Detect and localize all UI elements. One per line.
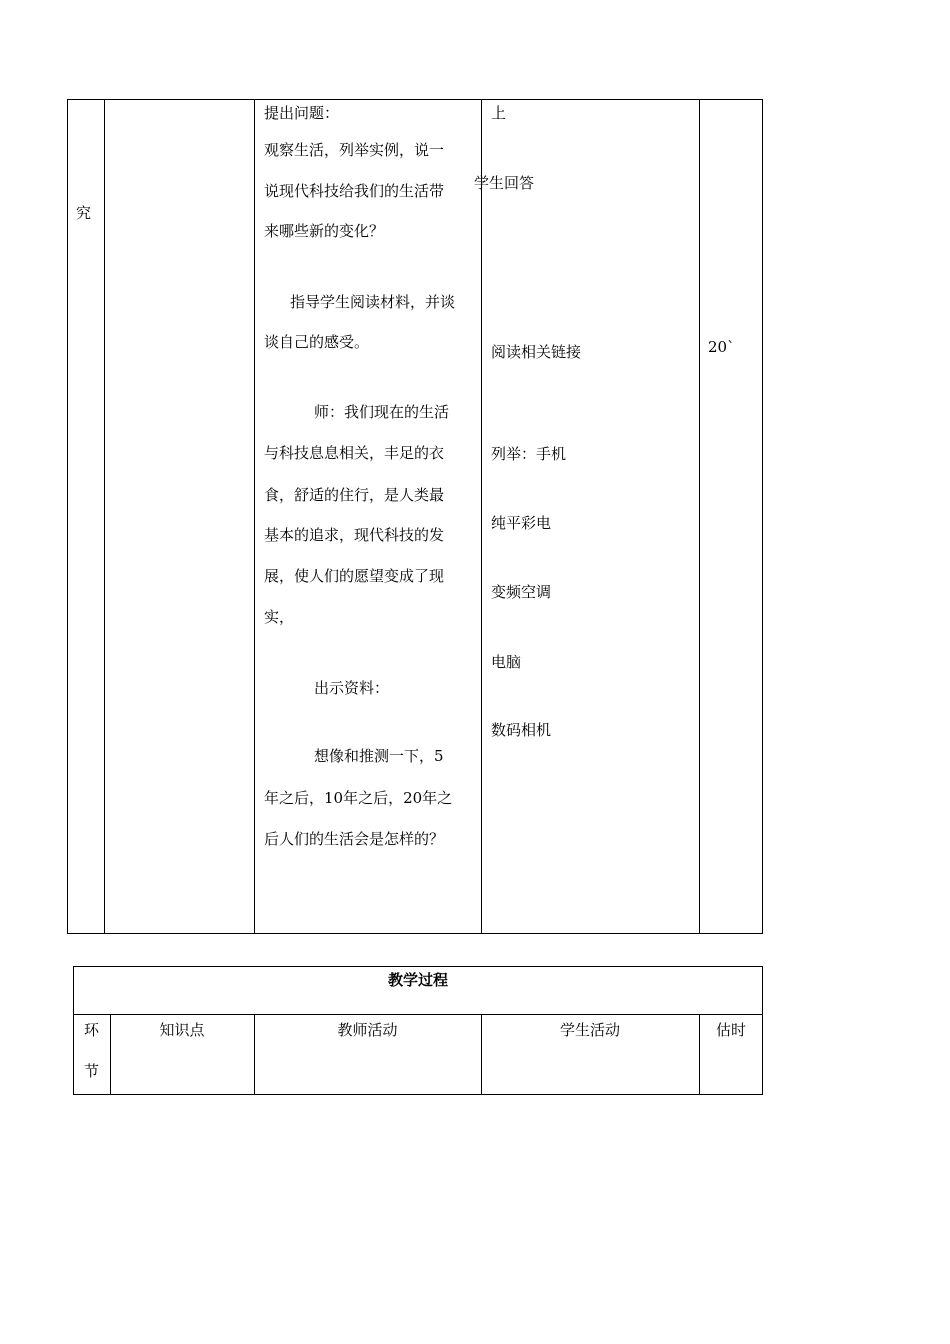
- header-student: 学生活动: [559, 1021, 620, 1039]
- header-knowledge: 知识点: [159, 1021, 205, 1039]
- teacher-line-13: 出示资料：: [314, 679, 390, 697]
- teacher-line-3: 说现代科技给我们的生活带: [264, 182, 445, 200]
- header-segment-1: 环: [83, 1021, 99, 1039]
- teacher-line-12: 实，: [264, 608, 295, 626]
- teacher-line-16: 后人们的生活会是怎样的？: [264, 830, 445, 848]
- student-line-6: 变频空调: [491, 583, 552, 601]
- teacher-line-5: 指导学生阅读材料，并谈: [290, 293, 456, 311]
- upper-col-divider-4: [699, 99, 700, 934]
- teacher-line-1: 提出问题：: [264, 104, 340, 122]
- teacher-line-15: 年之后，10年之后，20年之: [264, 789, 453, 807]
- student-line-4: 列举：手机: [491, 445, 567, 463]
- student-line-2: 学生回答: [474, 174, 535, 192]
- teacher-line-9: 食，舒适的住行，是人类最: [264, 486, 445, 504]
- upper-col-divider-3: [481, 99, 482, 934]
- student-line-5: 纯平彩电: [491, 514, 552, 532]
- time-estimate: 20`: [708, 338, 735, 356]
- header-segment-2: 节: [83, 1062, 99, 1080]
- lower-table-title: 教学过程: [387, 971, 448, 989]
- teacher-line-7: 师：我们现在的生活: [314, 403, 450, 421]
- teacher-line-8: 与科技息息相关，丰足的衣: [264, 444, 445, 462]
- teacher-line-14: 想像和推测一下，5: [314, 747, 444, 765]
- teacher-line-4: 来哪些新的变化？: [264, 222, 385, 240]
- student-line-8: 数码相机: [491, 721, 552, 739]
- upper-col-divider-1: [104, 99, 105, 934]
- teacher-line-6: 谈自己的感受。: [264, 333, 370, 351]
- student-line-1: 上: [491, 104, 507, 122]
- upper-col-divider-2: [254, 99, 255, 934]
- teacher-line-2: 观察生活，列举实例，说一: [264, 141, 445, 159]
- lower-title-divider: [73, 1014, 763, 1015]
- student-line-7: 电脑: [491, 653, 522, 671]
- segment-label: 究: [76, 204, 92, 222]
- student-line-3: 阅读相关链接: [491, 343, 582, 361]
- header-time: 估时: [715, 1021, 746, 1039]
- header-teacher: 教师活动: [337, 1021, 398, 1039]
- teacher-line-11: 展，使人们的愿望变成了现: [264, 567, 445, 585]
- teacher-line-10: 基本的追求，现代科技的发: [264, 526, 445, 544]
- upper-table-border: [67, 99, 763, 934]
